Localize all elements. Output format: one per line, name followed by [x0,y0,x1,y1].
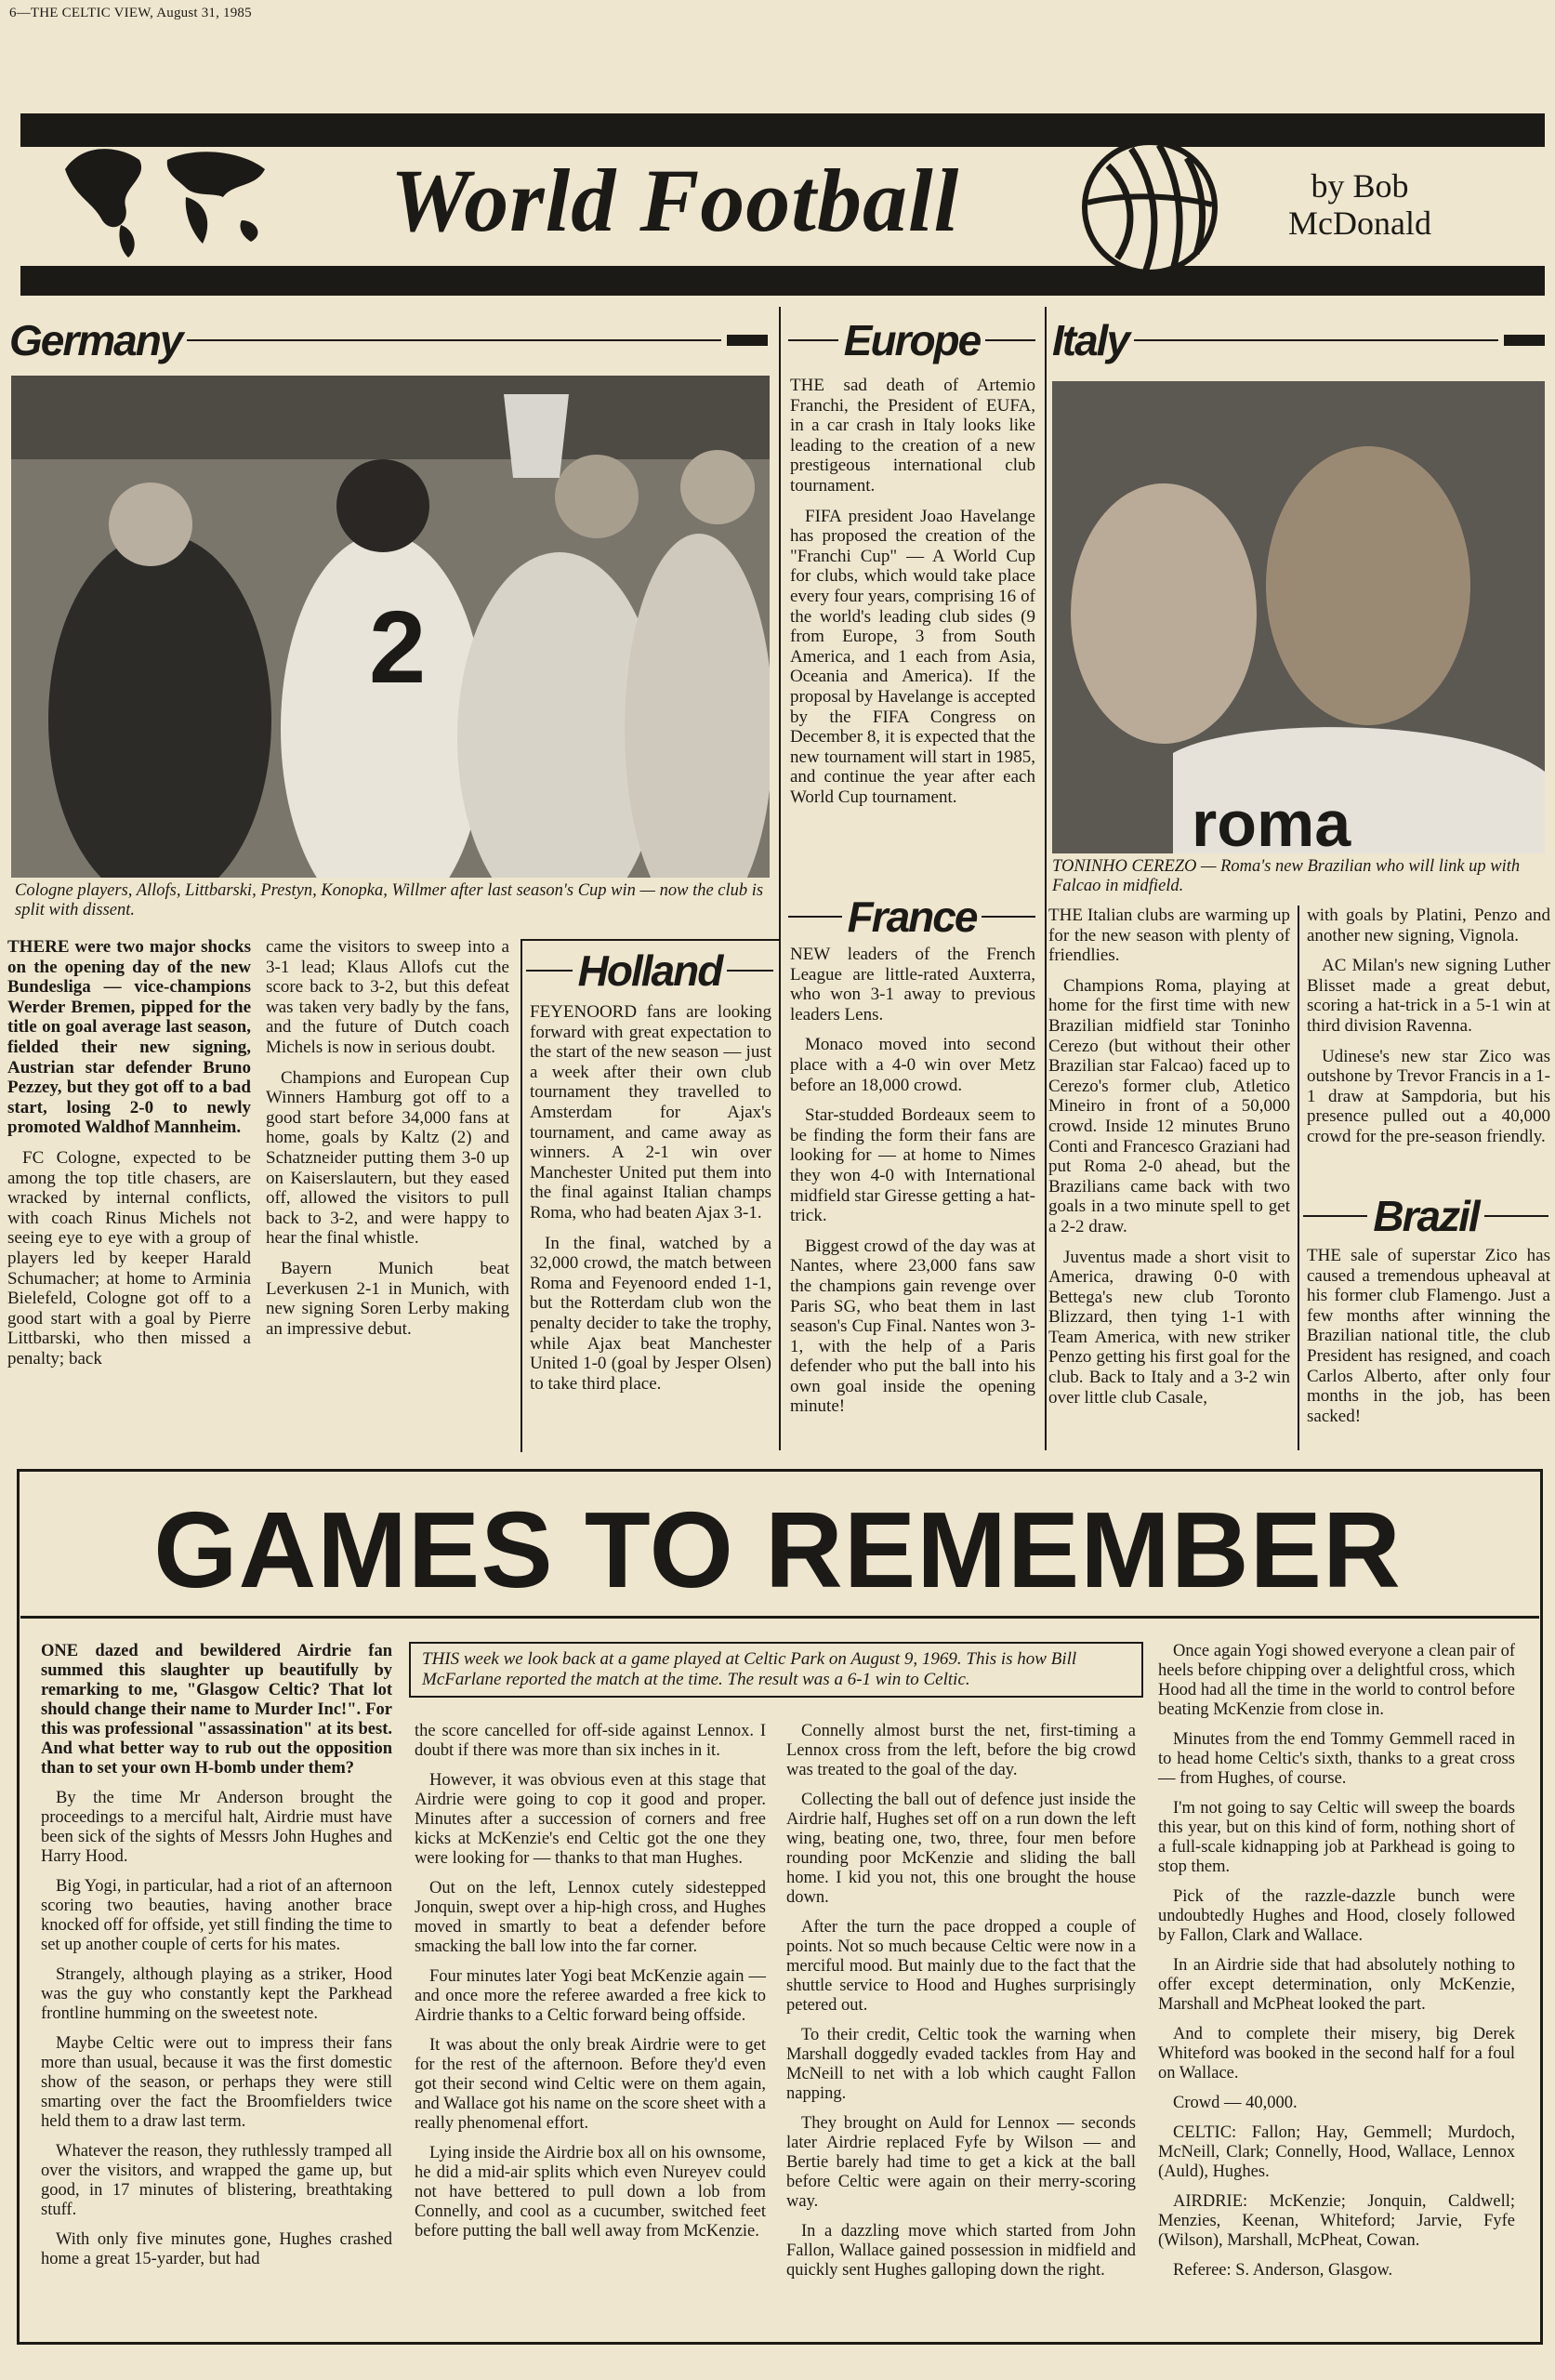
article-paragraph: Once again Yogi showed everyone a clean pair of heels before chipping over a delightful cross, which Hood had all the time in the world to control before beating McKenzie from close in. [1158,1642,1515,1719]
heading-block [1504,335,1545,346]
heading-text: Germany [9,316,182,364]
article-paragraph: However, it was obvious even at this stage that Airdrie were going to cop it good and proper. Minutes after a succession of corners and free kicks at McKenzie's end Celtic got the one they were looking for — thanks to that man Hughes. [415,1771,766,1868]
column-rule [1045,307,1047,1450]
games-title: GAMES TO REMEMBER [153,1489,1402,1610]
article-paragraph: came the visitors to sweep into a 3-1 lead; Klaus Allofs cut the score back to 3-2, but this defeat was taken very badly by the fans, and the future of Dutch coach Michels is now in serious doubt. [266,937,509,1057]
games-column-3 [786,1722,1136,2291]
games-column-1 [41,1642,392,2280]
italy-heading [1052,314,1545,366]
games-title-rule [20,1616,1539,1619]
article-paragraph: with goals by Platini, Penzo and another new signing, Vignola. [1307,906,1550,945]
article-paragraph: In a dazzling move which started from John Fallon, Wallace gained possession in midfield and quickly sent Hughes galloping down the right. [786,2222,1136,2280]
germany-column-1 [7,937,251,1379]
italy-column-1 [1048,906,1290,1418]
italy-column-2 [1307,906,1550,1157]
heading-text: Brazil [1373,1192,1479,1240]
games-column-2 [415,1722,766,2252]
brazil-heading [1303,1190,1548,1242]
article-paragraph: Champions Roma, playing at home for the first time with new Brazilian midfield star Toninho Cerezo (but without their other Brazilian star Falcao) faced up to Cerezo's former club, Atletico Mineiro in front of a 50,000 crowd. Inside 12 minutes Bruno Conti and Francesco Graziani had put Roma 2-0 ahead, but the Brazilians came back with two goals in a two minute spell to get a 2-2 draw. [1048,975,1290,1236]
article-paragraph: CELTIC: Fallon; Hay, Gemmell; Murdoch, McNeill, Clark; Connelly, Hood, Wallace, Lennox (Auld), Hughes. [1158,2123,1515,2181]
heading-line [727,970,773,972]
heading-line [985,339,1035,341]
article-paragraph: Whatever the reason, they ruthlessly tramped all over the visitors, and wrapped the game up, but good, in 17 minutes of blistering, breathtaking stuff. [41,2142,392,2219]
world-map-icon [56,132,279,262]
heading-line [788,339,838,341]
article-paragraph: Referee: S. Anderson, Glasgow. [1173,2261,1393,2280]
heading-line [788,916,842,918]
article-paragraph: the score cancelled for off-side against Lennox. I doubt if there was more than six inches in it. [415,1722,766,1760]
article-paragraph: NEW leaders of the French League are little-rated Auxterra, who won 3-1 away to previous leaders Lens. [790,945,1035,1025]
heading-text: Italy [1052,316,1129,364]
byline: by Bob McDonald [1288,167,1431,242]
heading-line [982,916,1035,918]
heading-line [1134,339,1498,341]
article-paragraph: Lying inside the Airdrie box all on his ownsome, he did a mid-air splits which even Nureyev could not have bettered to pull down a lob from Connelly, and cool as a cucumber, switched feet before putting the ball well away from McKenzie. [415,2144,766,2241]
article-lead: THERE were two major shocks on the opening day of the new Bundesliga — vice-champions Werder Bremen, pipped for the title on goal average last season, fielded their new signing, Austrian star defender Bruno Pezzey, but they got off to a bad start, losing 2-0 to newly promoted Waldhof Mannheim. [7,937,251,1138]
heading-line [1484,1215,1548,1217]
article-paragraph: With only five minutes gone, Hughes crashed home a great 15-yarder, but had [41,2230,392,2268]
article-paragraph: It was about the only break Airdrie were to get for the rest of the afternoon. Before they'd even got their second wind Celtic were on them again, and Wallace got his name on the score sheet with a really phenomenal effort. [415,2036,766,2133]
article-paragraph: Pick of the razzle-dazzle bunch were undoubtedly Hughes and Hood, closely followed by Fallon, Clark and Wallace. [1158,1887,1515,1945]
holland-heading [526,945,773,997]
holland-column [530,1002,771,1404]
column-rule [1298,906,1299,1450]
article-paragraph: THE sad death of Artemio Franchi, the President of EUFA, in a car crash in Italy looks like leading to the creation of a new prestigeous international club tournament. [790,376,1035,496]
article-paragraph: Maybe Celtic were out to impress their fans more than usual, because it was the first domestic show of the season, or perhaps they were still smarting over the fact the Broomfielders twice held them to a draw last term. [41,2034,392,2131]
article-paragraph: In the final, watched by a 32,000 crowd, the match between Roma and Feyenoord ended 1-1, but the Rotterdam club won the penalty decider to take the trophy, while Ajax beat Manchester United 1-0 (goal by Jesper Olsen) to take third place. [530,1233,771,1394]
section-title: World Football [390,151,960,250]
svg-text:2: 2 [369,590,427,705]
article-paragraph: Big Yogi, in particular, had a riot of an afternoon scoring two beauties, having another brace knocked off for offside, yet still finding the time to set up another couple of certs for his mates. [41,1877,392,1954]
article-paragraph: Juventus made a short visit to America, drawing 0-0 with Bettega's new club Toronto Blizzard, then tying 1-1 with Team America, with new striker Penzo getting his first goal for the club. Back to Italy and a 3-2 win over little club Casale, [1048,1247,1290,1408]
article-paragraph: Connelly almost burst the net, first-timing a Lennox cross from the left, before the big crowd was treated to the goal of the day. [786,1722,1136,1779]
article-paragraph: Bayern Munich beat Leverkusen 2-1 in Munich, with new signing Soren Lerby making an impressive debut. [266,1258,509,1339]
article-paragraph: In an Airdrie side that had absolutely nothing to offer except determination, only McKenzie, Marshall and McPheat looked the part. [1158,1956,1515,2014]
article-paragraph: Four minutes later Yogi beat McKenzie again — and once more the referee awarded a free kick to Airdrie thanks to a Celtic forward being offside. [415,1967,766,2025]
article-paragraph: To their credit, Celtic took the warning when Marshall doggedly evaded tackles from Hay and McNeill to net with a lob which caught Fallon napping. [786,2026,1136,2103]
article-paragraph: Crowd — 40,000. [1173,2094,1298,2112]
heading-line [1303,1215,1367,1217]
article-paragraph: AIRDRIE: McKenzie; Jonquin, Caldwell; Menzies, Keenan, Whiteford; Jarvie, Fyfe (Wilson), Marshall, McPheat, Cowan. [1158,2192,1515,2250]
article-paragraph: By the time Mr Anderson brought the proceedings to a merciful halt, Airdrie must have been sick of the sights of Messrs John Hughes and Harry Hood. [41,1789,392,1866]
article-paragraph: I'm not going to say Celtic will sweep the boards this year, but on this kind of form, nothing short of a full-scale kidnapping job at Parkhead is going to stop them. [1158,1799,1515,1876]
article-paragraph: After the turn the pace dropped a couple of points. Not so much because Celtic were now in a merciful mood. But mainly due to the fact that the shuttle service to Hood and Hughes surprisingly petered out. [786,1918,1136,2015]
article-paragraph: Minutes from the end Tommy Gemmell raced in to head home Celtic's sixth, thanks to a great cross — from Hughes, of course. [1158,1730,1515,1788]
heading-text: Holland [577,946,722,995]
article-paragraph: Star-studded Bordeaux seem to be finding the form their fans are looking for — at home to Nimes they won 4-0 with International midfield star Giresse getting a hat-trick. [790,1105,1035,1226]
article-paragraph: THE sale of superstar Zico has caused a tremendous upheaval at his former club Flamengo. Just a few months after winning the Brazilian national title, the club President has resigned, and coach Carlos Alberto, after only four months in the job, has been sacked! [1307,1246,1550,1426]
italy-caption: TONINHO CEREZO — Roma's new Brazilian who will link up with Falcao in midfield. [1052,857,1521,895]
article-paragraph: Strangely, although playing as a striker, Hood was the guy who constantly kept the Parkhead frontline humming on the sweetest note. [41,1965,392,2023]
article-paragraph: THE Italian clubs are warming up for the new season with plenty of friendlies. [1048,906,1290,966]
france-column [790,945,1035,1427]
article-paragraph: Udinese's new star Zico was outshone by Trevor Francis in a 1-1 draw at Sampdoria, but his presence pulled out a 40,000 crowd for the pre-season friendly. [1307,1046,1550,1146]
games-intro: THIS week we look back at a game played at Celtic Park on August 9, 1969. This is how Bill McFarlane reported the match at the time. The result was a 6-1 win to Celtic. [409,1642,1143,1698]
germany-photo [11,376,770,878]
svg-text:roma: roma [1192,787,1351,853]
france-heading [788,891,1035,943]
article-paragraph: Monaco moved into second place with a 4-0 win over Metz before an 18,000 crowd. [790,1035,1035,1095]
article-paragraph: FIFA president Joao Havelange has proposed the creation of the "Franchi Cup" — A World Cup for clubs, which would take place every four years, comprising 16 of the world's leading club sides (9 from Europe, 3 from South America, and 1 each from Asia, Oceania and America). If the proposal by Havelange is accepted by the FIFA Congress on December 8, it is expected that the new tournament will start in 1985, and continue the year after each World Cup tournament. [790,506,1035,807]
article-lead: ONE dazed and bewildered Airdrie fan summed this slaughter up beautifully by remarking to me, "Glasgow Celtic? That lot should change their name to Murder Inc!". For this was professional "assassination" at its best. And what better way to rub out the opposition than to set your own H-bomb under them? [41,1642,392,1778]
page-folio: 6—THE CELTIC VIEW, August 31, 1985 [9,6,252,20]
article-paragraph: Collecting the ball out of defence just inside the Airdrie half, Hughes set off on a run down the left wing, beating one, two, three, four men before rounding poor McKenzie and sliding the ball home. I kid you not, this one brought the house down. [786,1791,1136,1907]
article-paragraph: Out on the left, Lennox cutely sidestepped Jonquin, swept over a hip-high cross, and Hughes moved in smartly to beat a defender before smacking the ball low into the far corner. [415,1879,766,1956]
article-paragraph: They brought on Auld for Lennox — seconds later Airdrie replaced Fyfe by Wilson — and Bertie barely had time to get a kick at the ball before Celtic were again on their merry-scoring way. [786,2114,1136,2211]
italy-photo [1052,381,1545,853]
column-rule [779,307,781,1450]
europe-column [790,376,1035,817]
heading-text: Europe [843,316,981,364]
article-paragraph: FEYENOORD fans are looking forward with great expectation to the start of the new season — just a week after their own club tournament they travelled to Amsterdam for Ajax's tournament, and came away as winners. A 2-1 win over Manchester United put them into the final against Italian champs Roma, who had beaten Ajax 3-1. [530,1002,771,1223]
article-paragraph: FC Cologne, expected to be among the top title chasers, are wracked by internal conflicts, with coach Rinus Michels not seeing eye to eye with a group of players led by keeper Harald Schumacher; at home to Arminia Bielefeld, Cologne got off to a good start with a goal by Pierre Littbarski, who then missed a penalty; back [7,1147,251,1368]
article-paragraph: AC Milan's new signing Luther Blisset made a great debut, scoring a hat-trick in a 5-1 win at third division Ravenna. [1307,956,1550,1036]
games-column-4 [1158,1642,1515,2291]
article-paragraph: Champions and European Cup Winners Hamburg got off to a good start before 34,000 fans at home, goals by Kaltz (2) and Schatzneider putting them 3-0 up on Kaiserslautern, but they eased off, allowed the visitors to pull back to 3-2, and were happy to hear the final whistle. [266,1067,509,1249]
heading-text: France [847,892,977,941]
football-icon [1080,138,1219,277]
europe-heading [788,314,1035,366]
heading-line [526,970,573,972]
article-paragraph: And to complete their misery, big Derek Whiteford was booked in the second half for a foul on Wallace. [1158,2025,1515,2082]
germany-caption: Cologne players, Allofs, Littbarski, Prestyn, Konopka, Willmer after last season's Cup win — now the club is split with dissent. [15,881,764,919]
germany-column-2 [266,937,509,1349]
heading-block [727,335,768,346]
brazil-column [1307,1246,1550,1436]
germany-heading [9,314,768,366]
header-bottom-rule [20,266,1545,296]
article-paragraph: Biggest crowd of the day was at Nantes, where 23,000 fans saw the champions gain revenge over Paris SG, who beat them in last season's Cup Final. Nantes won 3-1, with the help of a Paris defender who put the ball into his own goal inside the opening minute! [790,1236,1035,1417]
heading-line [187,339,721,341]
